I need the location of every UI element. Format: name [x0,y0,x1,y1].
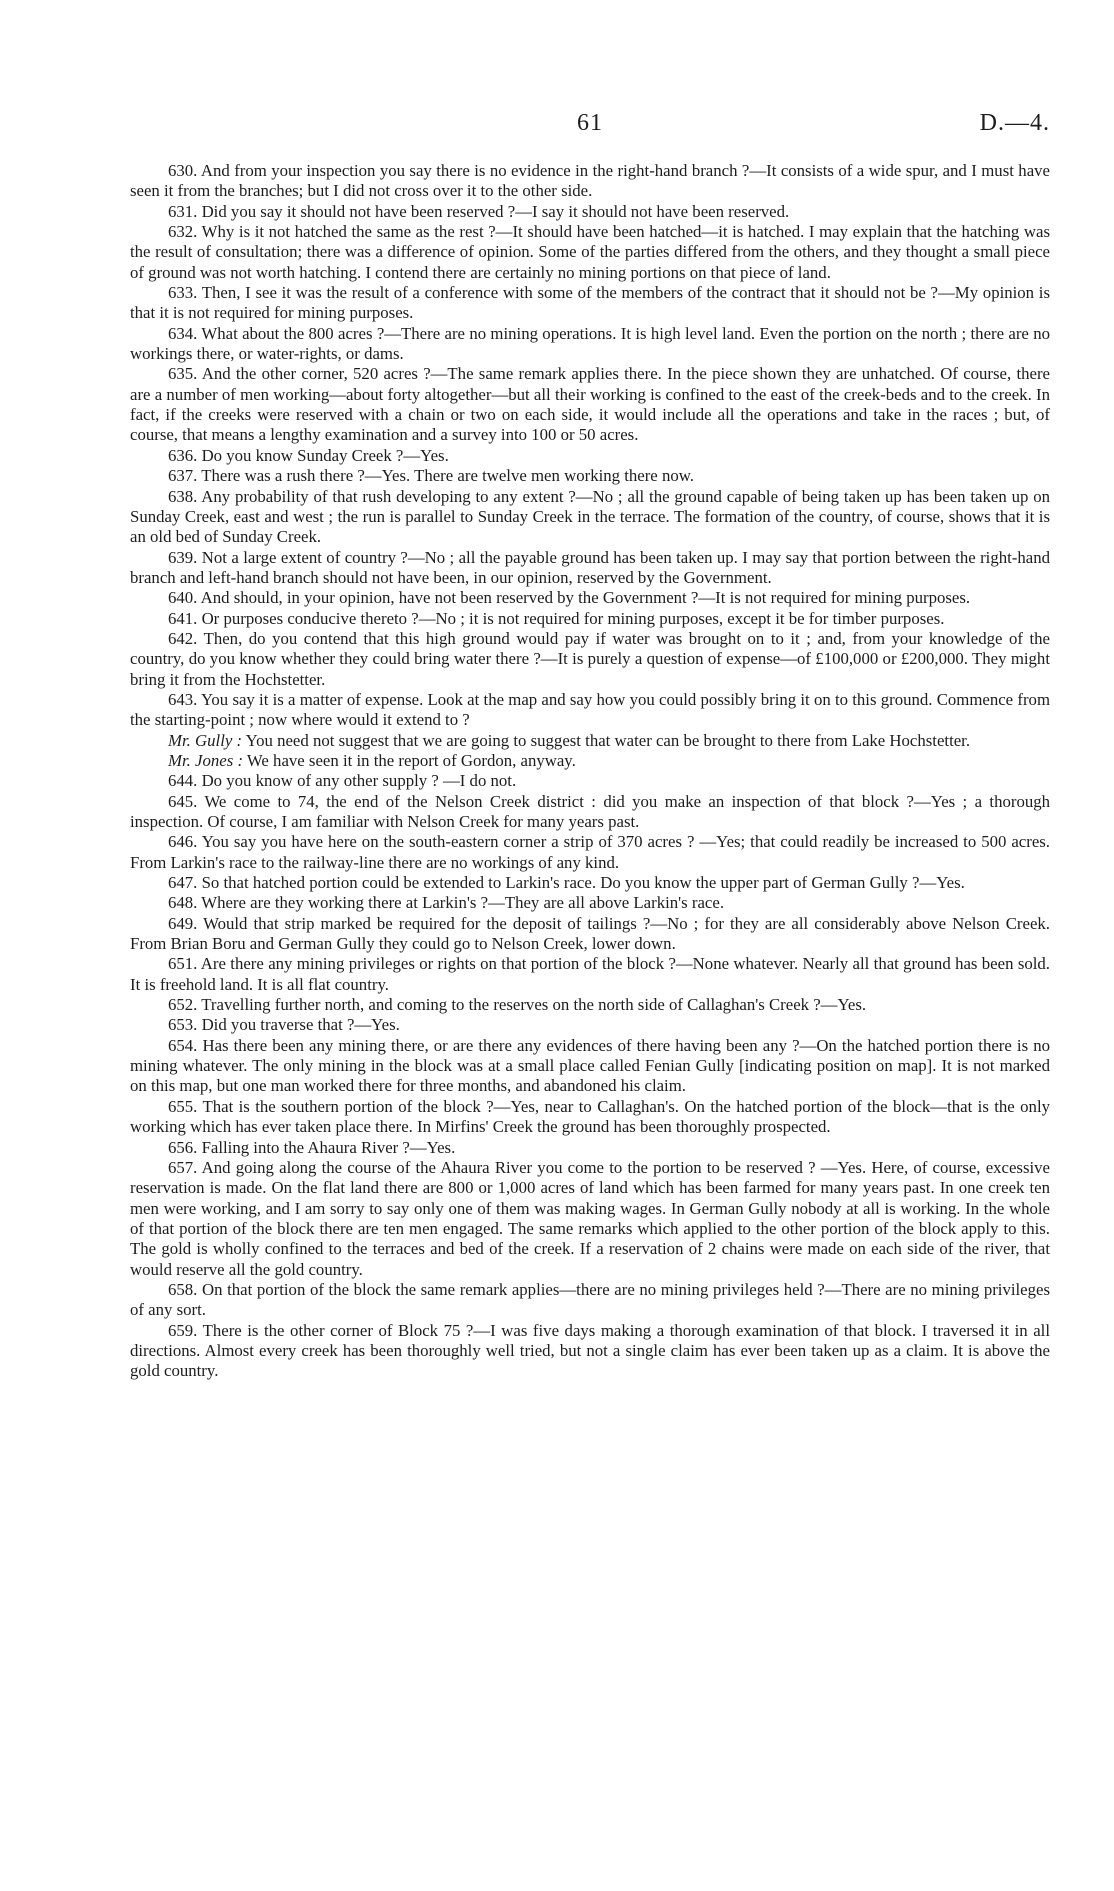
paragraph [130,222,1050,283]
paragraph-text: 651. Are there any mining privileges or rights on that portion of the block ?—None whatever. Nearly all that ground has been sold. It is freehold land. It is all flat country. [130,954,1050,994]
paragraph-text: 644. Do you know of any other supply ? —I do not. [168,771,517,791]
paragraph-text: 633. Then, I see it was the result of a conference with some of the members of the contract that it should not be ?—My opinion is that it is not required for mining purposes. [130,283,1050,323]
paragraph [130,1280,1050,1321]
paragraph-text: We have seen it in the report of Gordon, anyway. [243,750,576,770]
paragraph [130,731,1050,751]
paragraph [130,202,1050,222]
paragraph [130,609,1050,629]
paragraph [130,995,1050,1015]
paragraph [130,1321,1050,1382]
paragraph-text: 652. Travelling further north, and coming to the reserves on the north side of Callaghan's Creek ?—Yes. [168,995,867,1015]
paragraph [130,588,1050,608]
paragraph-text: 654. Has there been any mining there, or are there any evidences of there having been any ?—On the hatched portion there is no mining whatever. The only mining in the block was at a small place called Fenian Gully [indicating position on map]. It is not marked on this map, but one man worked there for three months, and abandoned his claim. [130,1035,1050,1096]
paragraph-text: You need not suggest that we are going to suggest that water can be brought to there from Lake Hochstetter. [242,730,971,750]
paragraph [130,792,1050,833]
paragraph [130,364,1050,445]
speaker-label: Mr. Jones : [168,750,244,770]
paragraph [130,914,1050,955]
paragraph-text: 637. There was a rush there ?—Yes. There are twelve men working there now. [168,466,694,486]
paragraph [130,893,1050,913]
page-number: 61 [577,110,603,136]
paragraph-text: 646. You say you have here on the south-eastern corner a strip of 370 acres ? —Yes; that could readily be increased to 500 acres. From Larkin's race to the railway-line there are no workings of any kind. [130,832,1050,872]
paragraph [130,161,1050,202]
paragraph-text: 641. Or purposes conducive thereto ?—No ; it is not required for mining purposes, except it be for timber purposes. [168,608,945,628]
paragraph-text: 635. And the other corner, 520 acres ?—The same remark applies there. In the piece shown they are unhatched. Of course, there are a number of men working—about forty altogether—but all their working is confined to the east of the creek-beds and to the creek. In fact, if the creeks were reserved with a chain or two on each side, it would include all the operations and take in the races ; but, of course, that means a lengthy examination and a survey into 100 or 50 acres. [130,364,1050,445]
paragraph-text: 642. Then, do you contend that this high ground would pay if water was brought on to it ; and, from your knowledge of the country, do you know whether they could bring water there ?—It is purely a question of expense—of £100,000 or £200,000. They might bring it from the Hochstetter. [130,628,1050,689]
paragraph-text: 648. Where are they working there at Larkin's ?—They are all above Larkin's race. [168,893,725,913]
paragraph-text: 636. Do you know Sunday Creek ?—Yes. [168,445,449,465]
paragraph-text: 656. Falling into the Ahaura River ?—Yes. [168,1137,456,1157]
paragraph [130,771,1050,791]
paragraph-text: 658. On that portion of the block the same remark applies—there are no mining privileges held ?—There are no mining privileges of any sort. [130,1279,1050,1320]
paragraph-text: 638. Any probability of that rush developing to any extent ?—No ; all the ground capable of being taken up has been taken up on Sunday Creek, east and west ; the run is parallel to Sunday Creek in the terrace. The formation of the country, of course, shows that it is an old bed of Sunday Creek. [130,486,1050,547]
paragraph [130,1036,1050,1097]
paragraph [130,324,1050,365]
paragraph-text: 659. There is the other corner of Block 75 ?—I was five days making a thorough examination of that block. I traversed it in all directions. Almost every creek has been thoroughly well tried, but not a single claim has ever been taken up as a claim. It is above the gold country. [130,1320,1050,1381]
paragraph-text: 643. You say it is a matter of expense. Look at the map and say how you could possibly bring it on to this ground. Commence from the starting-point ; now where would it extend to ? [130,689,1050,730]
paragraph-text: 653. Did you traverse that ?—Yes. [168,1015,400,1035]
speaker-label: Mr. Gully : [168,730,243,750]
paragraph [130,751,1050,771]
paragraph [130,873,1050,893]
paragraph-text: 657. And going along the course of the Ahaura River you come to the portion to be reserved ? —Yes. Here, of course, excessive reservation is made. On the flat land there are 800 or 1,000 acres of land which has been farmed for many years past. In one creek ten men were working, and I am sorry to say only one of them was making wages. In German Gully nobody at all is working. In the whole of that portion of the block there are ten men engaged. The same remarks which applied to the other portion of the block apply to this. The gold is wholly confined to the terraces and bed of the creek. If a reservation of 2 chains were made on each side of the river, that would reserve all the gold country. [130,1157,1050,1279]
paragraph [130,1015,1050,1035]
paragraph [130,283,1050,324]
paragraph [130,832,1050,873]
body-text [130,161,1050,1382]
paragraph-text: 630. And from your inspection you say there is no evidence in the right-hand branch ?—It consists of a wide spur, and I must have seen it from the branches; but I did not cross over it to the other side. [130,161,1050,201]
paragraph-text: 655. That is the southern portion of the block ?—Yes, near to Callaghan's. On the hatched portion of the block—that is the only working which has ever taken place there. In Mirfins' Creek the ground has been thoroughly prospected. [130,1096,1050,1137]
paragraph [130,690,1050,731]
paragraph-text: 647. So that hatched portion could be extended to Larkin's race. Do you know the upper part of German Gully ?—Yes. [168,873,965,893]
document-code: D.—4. [979,110,1050,136]
paragraph [130,548,1050,589]
page-header [130,110,1050,146]
paragraph-text: 634. What about the 800 acres ?—There are no mining operations. It is high level land. Even the portion on the north ; there are no workings there, or water-rights, or dams. [130,323,1050,364]
paragraph [130,954,1050,995]
paragraph [130,1138,1050,1158]
paragraph [130,487,1050,548]
paragraph-text: 632. Why is it not hatched the same as the rest ?—It should have been hatched—it is hatched. I may explain that the hatching was the result of consultation; there was a difference of opinion. Some of the parties differed from the others, and they thought a small piece of ground was not worth hatching. I contend there are certainly no mining portions on that piece of land. [130,222,1050,282]
paragraph-text: 649. Would that strip marked be required for the deposit of tailings ?—No ; for they are all considerably above Nelson Creek. From Brian Boru and German Gully they could go to Nelson Creek, lower down. [130,913,1050,954]
paragraph-text: 631. Did you say it should not have been reserved ?—I say it should not have been reserved. [168,201,790,221]
paragraph [130,466,1050,486]
paragraph-text: 645. We come to 74, the end of the Nelson Creek district : did you make an inspection of that block ?—Yes ; a thorough inspection. Of course, I am familiar with Nelson Creek for many years past. [130,791,1050,831]
paragraph-text: 640. And should, in your opinion, have not been reserved by the Government ?—It is not required for mining purposes. [168,588,971,608]
paragraph [130,1097,1050,1138]
paragraph [130,446,1050,466]
paragraph-text: 639. Not a large extent of country ?—No ; all the payable ground has been taken up. I may say that portion between the right-hand branch and left-hand branch should not have been, in our opinion, reserved by the Government. [130,547,1050,587]
paragraph [130,629,1050,690]
paragraph [130,1158,1050,1280]
